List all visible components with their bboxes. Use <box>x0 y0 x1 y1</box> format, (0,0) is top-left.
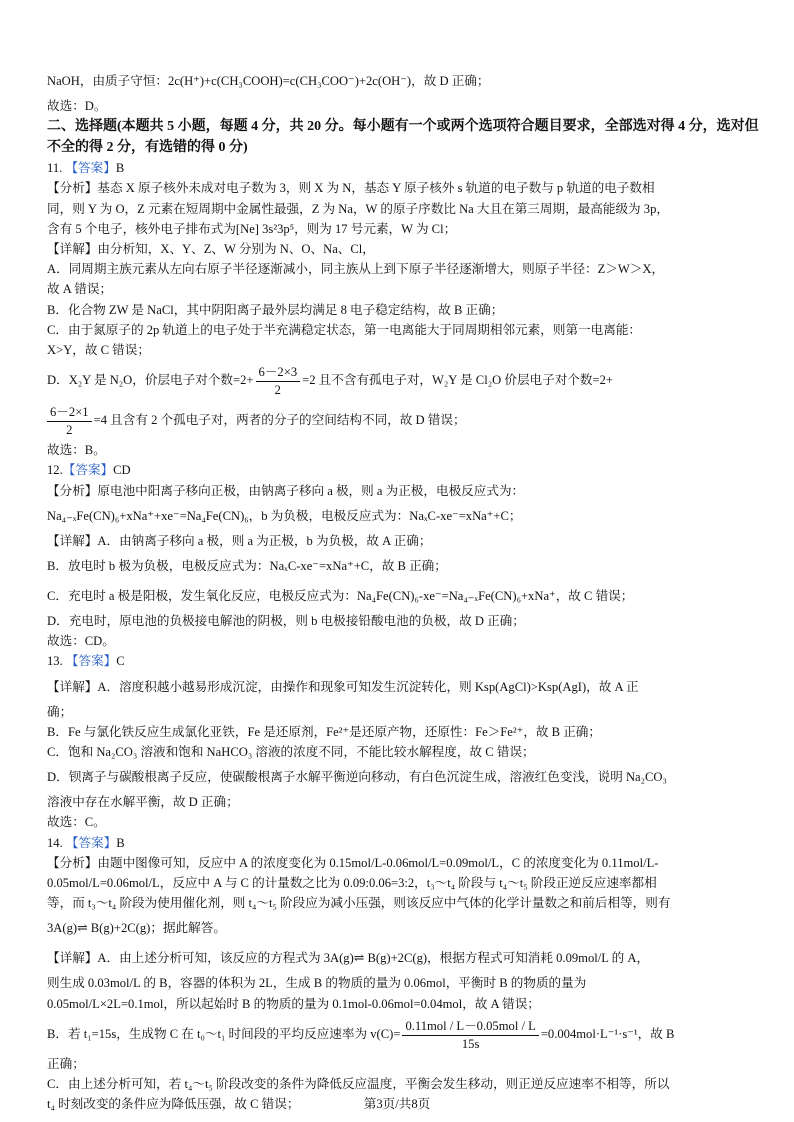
text-line: C．由上述分析可知，若 t₄～t₅ 阶段改变的条件为降低反应温度，平衡会发生移动，则正逆反应速率不相等，所以 <box>47 1077 670 1092</box>
formula-line: 【详解】A．由上述分析可知，该反应的方程式为 3A(g)⇌ B(g)+2C(g)，根据方程式可知消耗 0.09mol/L 的 A， <box>47 951 650 966</box>
text-line: 故选：D。 <box>47 99 107 113</box>
formula-line <box>47 1014 759 1054</box>
fraction-numerator: 6－2×3 <box>256 364 301 382</box>
answer-value: B <box>116 835 125 850</box>
question-12-header <box>47 460 759 480</box>
answer-tag: 【答案】 <box>65 654 117 669</box>
text-line: t₄ 时刻改变的条件应为降低压强，故 C 错误； <box>47 1097 300 1112</box>
text-line: D．充电时，原电池的负极接电解池的阴极，则 b 电极接铅酸电池的负极，故 D 正确； <box>47 614 525 629</box>
formula-line: C．充电时 a 极是阳极，发生氧化反应，电极反应式为：Na₄Fe(CN)₆-xe⁻=Na₄₋ₓFe(CN)₆+xNa⁺，故 C 错误； <box>47 589 634 604</box>
question-number: 14. <box>47 835 63 850</box>
answer-value: B <box>115 161 125 176</box>
text-line: 等，而 t₃～t₄ 阶段为使用催化剂，则 t₄～t₅ 阶段应为减小压强，则该反应中气体的化学计量数之和前后相等，则有 <box>47 896 671 911</box>
formula-line: 【详解】A．溶度积越小越易形成沉淀，由操作和现象可知发生沉淀转化，则 Ksp(AgCl)>Ksp(AgI)，故 A 正 <box>47 679 639 694</box>
text-line: 【分析】基态 X 原子核外未成对电子数为 3，则 X 为 N，基态 Y 原子核外 s 轨道的电子数与 p 轨道的电子数相 <box>47 181 655 196</box>
formula-line: B．放电时 b 极为负极，电极反应式为：NaₓC-xe⁻=xNa⁺+C，故 B 正确； <box>47 559 447 574</box>
answer-tag: 【答案】 <box>65 161 116 176</box>
fraction <box>47 404 92 439</box>
fraction <box>402 1018 538 1053</box>
text-line: C．由于氮原子的 2p 轨道上的电子处于半充满稳定状态，第一电离能大于同周期相邻元素，则第一电离能： <box>47 322 642 337</box>
text-line: 故选：CD。 <box>47 634 115 649</box>
answer-value: CD <box>113 463 131 478</box>
question-11-header <box>47 158 759 178</box>
fraction-numerator: 6－2×1 <box>47 404 92 422</box>
answer-value: C <box>116 654 125 669</box>
text-line: 故选：C。 <box>47 815 106 830</box>
text-line: 故 A 错误； <box>47 282 113 297</box>
text-line: 确； <box>47 704 73 719</box>
text-line: 故选：B。 <box>47 443 106 458</box>
question-14-header <box>47 833 759 853</box>
answer-tag: 【答案】 <box>62 463 114 478</box>
text-span: D．X₂Y 是 N₂O，价层电子对个数=2+ <box>47 373 254 388</box>
formula-line: D．钡离子与碳酸根离子反应，使碳酸根离子水解平衡逆向移动，有白色沉淀生成，溶液红色变浅，说明 Na₂CO₃ <box>47 770 667 785</box>
text-line: 【详解】A．由钠离子移向 a 极，则 a 为正极，b 为负极，故 A 正确； <box>47 533 432 548</box>
text-line: B．化合物 ZW 是 NaCl，其中阴阳离子最外层均满足 8 电子稳定结构，故 B 正确； <box>47 302 504 317</box>
fraction-denominator: 15s <box>461 1036 480 1051</box>
text-line: X>Y，故 C 错误； <box>47 343 150 358</box>
text-line: 0.05mol/L=0.06mol/L，反应中 A 与 C 的计量数之比为 0.09:0.06=3:2，t₃～t₄ 阶段与 t₄～t₅ 阶段正逆反应速率都相 <box>47 876 657 891</box>
question-number: 13. <box>47 654 63 669</box>
formula-line <box>47 360 759 400</box>
formula-line: 3A(g)⇌ B(g)+2C(g)；据此解答。 <box>47 921 226 936</box>
page-footer: 第3页/共8页 <box>363 1097 431 1111</box>
section-heading: 二、选择题(本题共 5 小题，每题 4 分，共 20 分。每小题有一个或两个选项符合题目要求，全部选对得 4 分，选对但不全的得 2 分，有选错的得 0 分) <box>47 119 759 156</box>
question-number: 12. <box>47 463 63 478</box>
fraction-denominator: 2 <box>274 382 281 397</box>
text-line: 正确； <box>47 1056 85 1071</box>
formula-line <box>47 400 759 440</box>
text-line: B．Fe 与氯化铁反应生成氯化亚铁，Fe 是还原剂，Fe²⁺是还原产物，还原性：Fe＞Fe²⁺，故 B 正确； <box>47 724 601 739</box>
question-13-header <box>47 651 759 671</box>
text-line: A．同周期主族元素从左向右原子半径逐渐减小，同主族从上到下原子半径逐渐增大，则原子半径：Z＞W＞X， <box>47 262 665 277</box>
text-line: 0.05mol/L×2L=0.1mol，所以起始时 B 的物质的量为 0.1mol-0.06mol=0.04mol，故 A 错误； <box>47 996 540 1011</box>
text-line: 【分析】原电池中阳离子移向正极，由钠离子移向 a 极，则 a 为正极，电极反应式为： <box>47 483 525 498</box>
text-line: 溶液中存在水解平衡，故 D 正确； <box>47 795 239 810</box>
page-body <box>47 66 759 1115</box>
text-line: 同，则 Y 为 O，Z 元素在短周期中金属性最强，Z 为 Na，W 的原子序数比 Na 大且在第三周期，最高能级为 3p， <box>47 201 669 216</box>
text-line: 含有 5 个电子，核外电子排布式为[Ne] 3s²3p⁵，则为 17 号元素，W 为 Cl； <box>47 221 457 236</box>
fraction-numerator: 0.11mol / L－0.05mol / L <box>402 1018 538 1036</box>
text-line: C．饱和 Na₂CO₃ 溶液和饱和 NaHCO₃ 溶液的浓度不同，不能比较水解程度，故 C 错误； <box>47 745 535 760</box>
text-span: =4 且含有 2 个孤电子对，两者的分子的空间结构不同，故 D 错误； <box>93 413 466 428</box>
text-span: B．若 t₁=15s，生成物 C 在 t₀～t₁ 时间段的平均反应速率为 v(C)= <box>47 1026 401 1041</box>
fraction-denominator: 2 <box>66 422 73 437</box>
text-span: =2 且不含有孤电子对，W₂Y 是 Cl₂O 价层电子对个数=2+ <box>302 373 614 388</box>
answer-tag: 【答案】 <box>65 835 117 850</box>
text-line: 则生成 0.03mol/L 的 B，容器的体积为 2L，生成 B 的物质的量为 0.06mol，平衡时 B 的物质的量为 <box>47 976 587 991</box>
question-number: 11. <box>47 161 63 176</box>
text-line: NaOH，由质子守恒：2c(H⁺)+c(CH₃COOH)=c(CH₃COO⁻)+2c(OH⁻)，故 D 正确； <box>47 74 490 88</box>
text-line: 【分析】由题中图像可知，反应中 A 的浓度变化为 0.15mol/L-0.06mol/L=0.09mol/L，C 的浓度变化为 0.11mol/L- <box>47 855 659 870</box>
text-line: 【详解】由分析知，X、Y、Z、W 分别为 N、O、Na、Cl， <box>47 242 375 257</box>
fraction <box>256 364 301 399</box>
text-span: =0.004mol·L⁻¹·s⁻¹，故 B <box>540 1026 675 1041</box>
formula-line: Na₄₋ₓFe(CN)₆+xNa⁺+xe⁻=Na₄Fe(CN)₆，b 为负极，电极反应式为：NaₓC-xe⁻=xNa⁺+C； <box>47 508 522 523</box>
